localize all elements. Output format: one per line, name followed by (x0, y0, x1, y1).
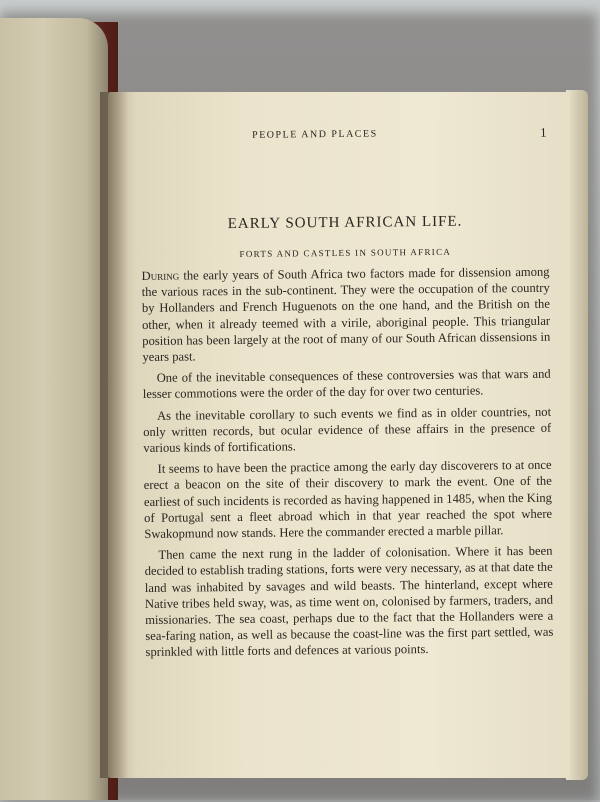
chapter-title: EARLY SOUTH AFRICAN LIFE. (227, 213, 463, 233)
running-head (140, 121, 548, 145)
paragraph: One of the inevitable consequences of these controversies was that wars and lesser commotions were the order of the day for over two centuries. (142, 366, 551, 402)
paragraph (141, 264, 550, 365)
page-number: 1 (540, 124, 549, 140)
body-text (141, 264, 553, 661)
running-title: PEOPLE AND PLACES (252, 128, 378, 141)
paragraph-text: the early years of South Africa two factors made for dissension among the various races in the sub-continent. They were the occupation of the country by Hollanders and French Huguenots on the one hand, and the British on the other, when it already teemed with a virile, aboriginal people. This triangular position has been largely at the root of many of our South African dissensions in years past. (141, 264, 551, 365)
page-text-block (140, 121, 554, 666)
opening-word: During (141, 268, 180, 283)
left-page (0, 18, 108, 800)
paragraph: It seems to have been the practice among the early day discoverers to at once erect a beacon on the site of their discovery to mark the event. One of the earliest of such incidents is recorded as having happened in 1485, when the King of Portugal sent a fleet abroad which in that year reached the spot where Swakopmund now stands. Here the commander erected a marble pillar. (143, 457, 553, 542)
paragraph: Then came the next rung in the ladder of colonisation. Where it has been decided to establish trading stations, forts were very necessary, as at that date the land was inhabited by savages and wild beasts. The hinterland, except where Native tribes held sway, was, as time went on, colonised by farmers, traders, and missionaries. The sea coast, perhaps due to the fact that the Hollanders were a sea-faring nation, as well as because the coast-line was the first part settled, was sprinkled with little forts and defences at various points. (144, 543, 554, 660)
paragraph: As the inevitable corollary to such events we find as in older countries, not only written records, but ocular evidence of these affairs in the presence of various kinds of fortifications. (143, 404, 552, 456)
gutter-shadow (100, 92, 128, 778)
section-title: FORTS AND CASTLES IN SOUTH AFRICA (239, 246, 452, 259)
